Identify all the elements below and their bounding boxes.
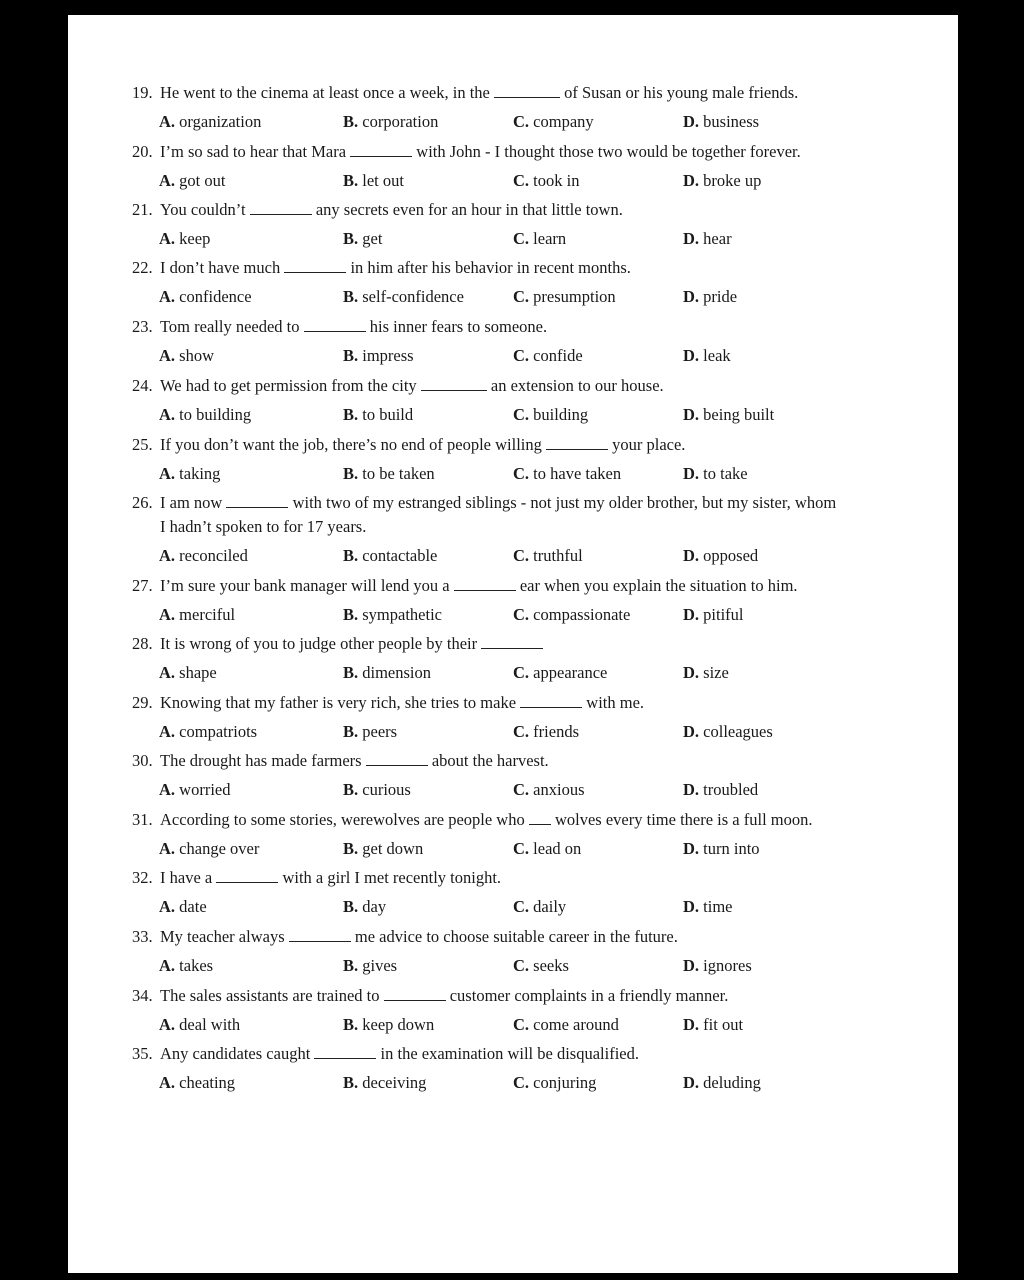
option-text: company: [533, 112, 594, 131]
option-text: colleagues: [703, 722, 773, 741]
option-text: confide: [533, 346, 583, 365]
option-text: anxious: [533, 780, 585, 799]
option-text: fit out: [703, 1015, 744, 1034]
option-text: organization: [179, 112, 262, 131]
option-d: [683, 285, 737, 309]
question-text-before: I have a: [160, 868, 213, 887]
option-d: [683, 344, 731, 368]
option-letter: A.: [159, 464, 176, 483]
option-b: [343, 1013, 434, 1037]
option-text: deluding: [703, 1073, 761, 1092]
option-letter: C.: [513, 839, 530, 858]
option-d: [683, 661, 729, 685]
option-text: reconciled: [179, 546, 248, 565]
option-a: [159, 344, 214, 368]
option-b: [343, 169, 404, 193]
option-a: [159, 720, 257, 744]
option-a: [159, 110, 261, 134]
option-text: to be taken: [362, 464, 435, 483]
option-text: merciful: [179, 605, 236, 624]
option-b: [343, 227, 382, 251]
question-text-after: customer complaints in a friendly manner.: [449, 986, 729, 1005]
question-list: [68, 15, 958, 1273]
option-letter: B.: [343, 112, 359, 131]
question-stem: [132, 140, 912, 164]
option-letter: A.: [159, 346, 176, 365]
option-letter: A.: [159, 722, 176, 741]
option-letter: D.: [683, 346, 700, 365]
option-text: conjuring: [533, 1073, 597, 1092]
question-text-before: It is wrong of you to judge other people by their: [160, 634, 478, 653]
option-b: [343, 954, 397, 978]
answer-blank: [384, 986, 446, 1001]
option-text: to take: [703, 464, 748, 483]
option-letter: C.: [513, 1073, 530, 1092]
option-d: [683, 227, 732, 251]
option-text: deal with: [179, 1015, 241, 1034]
option-c: [513, 1071, 596, 1095]
option-text: worried: [179, 780, 231, 799]
option-text: compatriots: [179, 722, 258, 741]
question-text-before: The sales assistants are trained to: [160, 986, 380, 1005]
option-d: [683, 895, 733, 919]
option-letter: B.: [343, 1015, 359, 1034]
question-text-before: I’m sure your bank manager will lend you a: [160, 576, 450, 595]
question-number: 32.: [132, 868, 153, 887]
option-letter: D.: [683, 546, 700, 565]
answer-blank: [546, 435, 608, 450]
option-letter: A.: [159, 1015, 176, 1034]
option-text: keep down: [362, 1015, 435, 1034]
question-stem: [132, 632, 912, 656]
option-text: confidence: [179, 287, 252, 306]
option-letter: B.: [343, 405, 359, 424]
question-text-after: an extension to our house.: [490, 376, 664, 395]
option-text: dimension: [362, 663, 432, 682]
option-c: [513, 169, 579, 193]
question-stem: [132, 574, 912, 598]
option-letter: C.: [513, 229, 530, 248]
answer-blank: [289, 927, 351, 942]
question-number: 26.: [132, 493, 153, 512]
option-text: sympathetic: [362, 605, 442, 624]
option-c: [513, 895, 566, 919]
question-text-before: I am now: [160, 493, 223, 512]
option-a: [159, 954, 213, 978]
option-a: [159, 1013, 240, 1037]
option-letter: B.: [343, 546, 359, 565]
option-text: building: [533, 405, 589, 424]
question-text-before: I don’t have much: [160, 258, 281, 277]
option-text: got out: [179, 171, 226, 190]
question-number: 21.: [132, 200, 153, 219]
option-text: broke up: [703, 171, 762, 190]
question-number: 25.: [132, 435, 153, 454]
option-text: get down: [362, 839, 424, 858]
question-stem: [132, 691, 912, 715]
option-d: [683, 462, 748, 486]
option-b: [343, 661, 431, 685]
option-a: [159, 403, 251, 427]
option-c: [513, 837, 581, 861]
question-number: 33.: [132, 927, 153, 946]
option-letter: D.: [683, 229, 700, 248]
question-text-after: with a girl I met recently tonight.: [282, 868, 502, 887]
option-text: contactable: [362, 546, 438, 565]
option-a: [159, 227, 210, 251]
option-letter: C.: [513, 956, 530, 975]
question-stem: [132, 374, 912, 398]
option-a: [159, 895, 207, 919]
answer-blank: [216, 868, 278, 883]
question-stem: [132, 198, 912, 222]
option-b: [343, 837, 423, 861]
question-text-after: ear when you explain the situation to him.: [519, 576, 798, 595]
question-number: 34.: [132, 986, 153, 1005]
option-letter: D.: [683, 1015, 700, 1034]
option-text: to build: [362, 405, 414, 424]
option-b: [343, 1071, 426, 1095]
question-text-after: wolves every time there is a full moon.: [554, 810, 813, 829]
option-letter: A.: [159, 663, 176, 682]
option-d: [683, 110, 759, 134]
option-letter: B.: [343, 897, 359, 916]
question-stem: [132, 315, 912, 339]
option-letter: B.: [343, 780, 359, 799]
option-b: [343, 720, 397, 744]
option-letter: B.: [343, 722, 359, 741]
option-letter: C.: [513, 464, 530, 483]
question-number: 22.: [132, 258, 153, 277]
option-letter: D.: [683, 112, 700, 131]
option-letter: B.: [343, 1073, 359, 1092]
question-stem: [132, 866, 912, 890]
question-number: 23.: [132, 317, 153, 336]
option-text: self-confidence: [362, 287, 464, 306]
question-text-before: You couldn’t: [160, 200, 246, 219]
option-text: size: [703, 663, 729, 682]
option-letter: D.: [683, 287, 700, 306]
option-text: to building: [179, 405, 252, 424]
option-text: show: [179, 346, 215, 365]
question-stem: [132, 984, 912, 1008]
option-d: [683, 720, 773, 744]
question-text-after: with me.: [586, 693, 645, 712]
option-text: truthful: [533, 546, 583, 565]
option-b: [343, 344, 414, 368]
question-text-before: My teacher always: [160, 927, 285, 946]
option-letter: B.: [343, 464, 359, 483]
option-text: day: [362, 897, 387, 916]
answer-blank: [226, 493, 288, 508]
option-letter: D.: [683, 897, 700, 916]
option-letter: C.: [513, 897, 530, 916]
question-text-before: I’m so sad to hear that Mara: [160, 142, 347, 161]
question-text-before: If you don’t want the job, there’s no end of people willing: [160, 435, 542, 454]
answer-blank: [520, 693, 582, 708]
question-text-before: According to some stories, werewolves are people who: [160, 810, 525, 829]
question-number: 19.: [132, 83, 153, 102]
option-letter: B.: [343, 287, 359, 306]
option-text: troubled: [703, 780, 759, 799]
option-d: [683, 954, 752, 978]
option-d: [683, 1013, 743, 1037]
option-a: [159, 285, 252, 309]
option-letter: A.: [159, 171, 176, 190]
option-text: lead on: [533, 839, 582, 858]
option-c: [513, 403, 588, 427]
option-d: [683, 1071, 761, 1095]
option-letter: C.: [513, 405, 530, 424]
option-letter: D.: [683, 405, 700, 424]
question-text-after: in him after his behavior in recent months.: [350, 258, 631, 277]
answer-blank: [529, 810, 551, 825]
option-c: [513, 720, 579, 744]
option-text: cheating: [179, 1073, 236, 1092]
option-text: let out: [362, 171, 404, 190]
option-text: keep: [179, 229, 211, 248]
option-letter: A.: [159, 897, 176, 916]
option-c: [513, 227, 566, 251]
question-number: 31.: [132, 810, 153, 829]
option-text: friends: [533, 722, 579, 741]
option-d: [683, 169, 761, 193]
question-number: 30.: [132, 751, 153, 770]
option-c: [513, 344, 583, 368]
question-text-before: Any candidates caught: [160, 1044, 311, 1063]
option-letter: A.: [159, 112, 176, 131]
answer-blank: [284, 258, 346, 273]
option-text: curious: [362, 780, 411, 799]
option-c: [513, 285, 616, 309]
answer-blank: [366, 751, 428, 766]
option-text: come around: [533, 1015, 619, 1034]
question-stem: [132, 749, 912, 773]
option-text: business: [703, 112, 760, 131]
option-letter: A.: [159, 1073, 176, 1092]
option-letter: D.: [683, 663, 700, 682]
option-text: to have taken: [533, 464, 622, 483]
option-text: daily: [533, 897, 567, 916]
option-b: [343, 895, 386, 919]
option-b: [343, 403, 413, 427]
option-a: [159, 603, 235, 627]
option-text: deceiving: [362, 1073, 427, 1092]
option-text: ignores: [703, 956, 752, 975]
option-text: appearance: [533, 663, 608, 682]
option-a: [159, 169, 225, 193]
option-d: [683, 603, 744, 627]
option-text: gives: [362, 956, 398, 975]
question-number: 20.: [132, 142, 153, 161]
option-b: [343, 285, 464, 309]
worksheet-page: [68, 15, 958, 1273]
option-c: [513, 954, 569, 978]
option-letter: A.: [159, 839, 176, 858]
question-text-after: me advice to choose suitable career in the future.: [354, 927, 678, 946]
option-c: [513, 603, 630, 627]
option-text: being built: [703, 405, 775, 424]
option-letter: B.: [343, 956, 359, 975]
option-letter: D.: [683, 839, 700, 858]
question-text-before: Tom really needed to: [160, 317, 300, 336]
option-text: pitiful: [703, 605, 744, 624]
option-letter: A.: [159, 229, 176, 248]
option-letter: D.: [683, 956, 700, 975]
option-text: pride: [703, 287, 738, 306]
option-letter: B.: [343, 663, 359, 682]
question-stem: [132, 433, 912, 457]
option-a: [159, 544, 248, 568]
question-number: 28.: [132, 634, 153, 653]
option-letter: C.: [513, 663, 530, 682]
option-b: [343, 603, 442, 627]
answer-blank: [304, 317, 366, 332]
option-letter: C.: [513, 346, 530, 365]
option-d: [683, 544, 758, 568]
option-b: [343, 110, 438, 134]
answer-blank: [481, 634, 543, 649]
option-d: [683, 837, 760, 861]
question-text-before: The drought has made farmers: [160, 751, 362, 770]
question-stem: [132, 491, 912, 539]
question-number: 29.: [132, 693, 153, 712]
option-letter: C.: [513, 605, 530, 624]
option-text: presumption: [533, 287, 616, 306]
question-text-after: about the harvest.: [431, 751, 549, 770]
option-letter: C.: [513, 171, 530, 190]
option-c: [513, 110, 594, 134]
option-text: time: [703, 897, 733, 916]
question-number: 27.: [132, 576, 153, 595]
option-letter: D.: [683, 1073, 700, 1092]
option-text: took in: [533, 171, 580, 190]
option-letter: C.: [513, 780, 530, 799]
option-letter: B.: [343, 171, 359, 190]
question-number: 24.: [132, 376, 153, 395]
option-text: date: [179, 897, 207, 916]
question-text-after: with John - I thought those two would be together forever.: [416, 142, 801, 161]
option-letter: C.: [513, 546, 530, 565]
option-letter: A.: [159, 405, 176, 424]
option-letter: A.: [159, 287, 176, 306]
option-a: [159, 462, 220, 486]
option-text: leak: [703, 346, 731, 365]
option-c: [513, 1013, 619, 1037]
option-letter: D.: [683, 171, 700, 190]
option-letter: B.: [343, 229, 359, 248]
question-stem: [132, 256, 912, 280]
question-text-after: of Susan or his young male friends.: [564, 83, 799, 102]
option-letter: D.: [683, 780, 700, 799]
option-a: [159, 778, 231, 802]
question-stem: [132, 81, 912, 105]
option-text: hear: [703, 229, 732, 248]
question-text-after: any secrets even for an hour in that little town.: [315, 200, 623, 219]
option-b: [343, 462, 435, 486]
question-stem: [132, 925, 912, 949]
option-c: [513, 778, 585, 802]
option-c: [513, 462, 621, 486]
question-number: 35.: [132, 1044, 153, 1063]
option-letter: A.: [159, 546, 176, 565]
option-a: [159, 661, 217, 685]
option-letter: B.: [343, 605, 359, 624]
option-letter: D.: [683, 464, 700, 483]
option-letter: D.: [683, 722, 700, 741]
option-c: [513, 661, 607, 685]
option-c: [513, 544, 583, 568]
option-letter: C.: [513, 112, 530, 131]
option-text: takes: [179, 956, 214, 975]
answer-blank: [350, 142, 412, 157]
question-stem: [132, 808, 912, 832]
option-text: compassionate: [533, 605, 631, 624]
option-letter: B.: [343, 346, 359, 365]
option-letter: A.: [159, 780, 176, 799]
option-text: seeks: [533, 956, 569, 975]
question-text-before: We had to get permission from the city: [160, 376, 417, 395]
option-text: learn: [533, 229, 567, 248]
option-text: opposed: [703, 546, 759, 565]
option-letter: A.: [159, 956, 176, 975]
option-text: taking: [179, 464, 221, 483]
option-text: turn into: [703, 839, 760, 858]
option-letter: C.: [513, 287, 530, 306]
answer-blank: [421, 376, 487, 391]
option-d: [683, 403, 774, 427]
option-a: [159, 1071, 235, 1095]
question-text-after: with two of my estranged siblings - not just my older brother, but my sister, whom: [292, 493, 837, 512]
option-text: change over: [179, 839, 260, 858]
option-letter: A.: [159, 605, 176, 624]
option-letter: D.: [683, 605, 700, 624]
question-text-before: He went to the cinema at least once a week, in the: [160, 83, 490, 102]
answer-blank: [314, 1044, 376, 1059]
option-d: [683, 778, 758, 802]
answer-blank: [454, 576, 516, 591]
option-text: impress: [362, 346, 414, 365]
option-text: corporation: [362, 112, 439, 131]
question-text-after: your place.: [612, 435, 686, 454]
question-text-after: his inner fears to someone.: [369, 317, 548, 336]
option-text: shape: [179, 663, 217, 682]
option-b: [343, 544, 437, 568]
option-letter: B.: [343, 839, 359, 858]
option-a: [159, 837, 259, 861]
option-letter: C.: [513, 722, 530, 741]
answer-blank: [250, 200, 312, 215]
question-text-before: Knowing that my father is very rich, she tries to make: [160, 693, 517, 712]
answer-blank: [494, 83, 560, 98]
question-stem: [132, 1042, 912, 1066]
question-text-line2: I hadn’t spoken to for 17 years.: [160, 517, 367, 536]
option-text: get: [362, 229, 383, 248]
question-text-after: in the examination will be disqualified.: [380, 1044, 639, 1063]
option-letter: C.: [513, 1015, 530, 1034]
option-b: [343, 778, 411, 802]
option-text: peers: [362, 722, 398, 741]
